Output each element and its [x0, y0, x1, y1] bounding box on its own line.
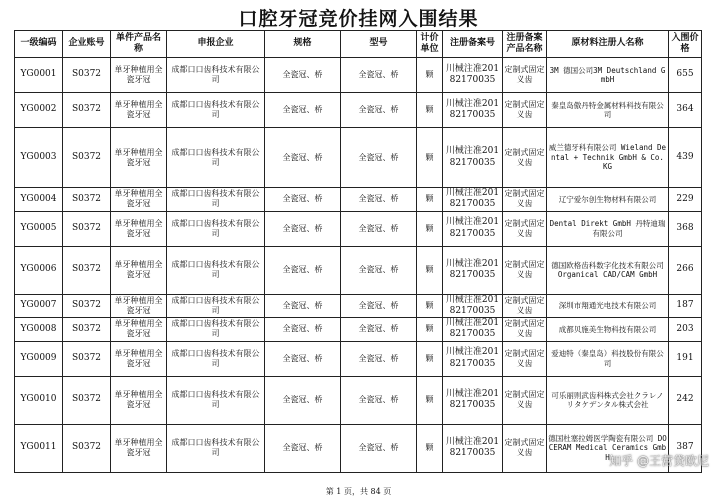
cell-unit: 颗 [417, 188, 443, 212]
cell-account: S0372 [63, 211, 111, 246]
cell-account: S0372 [63, 188, 111, 212]
column-header: 一级编码 [15, 31, 63, 58]
column-header: 注册备案号 [443, 31, 503, 58]
cell-unit: 颗 [417, 424, 443, 472]
column-header: 计价单位 [417, 31, 443, 58]
cell-model: 全瓷冠、桥 [341, 294, 417, 318]
cell-company: 成都口口齿科技术有限公司 [167, 376, 265, 424]
cell-product: 单牙种植用全瓷牙冠 [111, 93, 167, 128]
cell-unit: 颗 [417, 376, 443, 424]
cell-reg-name: 定制式固定义齿 [503, 128, 547, 188]
table-header-row [15, 31, 702, 58]
cell-account: S0372 [63, 294, 111, 318]
cell-code: YG0009 [15, 341, 63, 376]
cell-account: S0372 [63, 58, 111, 93]
cell-company: 成都口口齿科技术有限公司 [167, 211, 265, 246]
cell-spec: 全瓷冠、桥 [265, 246, 341, 294]
cell-code: YG0006 [15, 246, 63, 294]
cell-material: 3M 德国公司3M Deutschland GmbH [547, 58, 669, 93]
cell-spec: 全瓷冠、桥 [265, 376, 341, 424]
cell-account: S0372 [63, 424, 111, 472]
cell-unit: 颗 [417, 58, 443, 93]
cell-code: YG0002 [15, 93, 63, 128]
cell-product: 单牙种植用全瓷牙冠 [111, 318, 167, 342]
cell-reg-name: 定制式固定义齿 [503, 246, 547, 294]
cell-price: 229 [669, 188, 702, 212]
cell-price: 187 [669, 294, 702, 318]
cell-unit: 颗 [417, 128, 443, 188]
cell-material: 德国欧格齿科数字化技术有限公司 Organical CAD/CAM GmbH [547, 246, 669, 294]
cell-model: 全瓷冠、桥 [341, 58, 417, 93]
cell-reg-no: 川械注准20182170035 [443, 341, 503, 376]
table-row [15, 246, 702, 294]
cell-code: YG0007 [15, 294, 63, 318]
cell-product: 单牙种植用全瓷牙冠 [111, 376, 167, 424]
cell-material: 德国杜塞拉姆医学陶瓷有限公司 DOCERAM Medical Ceramics GmbH [547, 424, 669, 472]
cell-price: 387 [669, 424, 702, 472]
cell-material: 秦皇岛傲丹特金属材料科技有限公司 [547, 93, 669, 128]
cell-product: 单牙种植用全瓷牙冠 [111, 128, 167, 188]
cell-spec: 全瓷冠、桥 [265, 188, 341, 212]
cell-reg-no: 川械注准20182170035 [443, 318, 503, 342]
cell-reg-name: 定制式固定义齿 [503, 188, 547, 212]
cell-material: 可乐丽则武齿科株式会社クラレノリタケデンタル株式会社 [547, 376, 669, 424]
cell-material: 爱迪特（秦皇岛）科技股份有限公司 [547, 341, 669, 376]
cell-reg-no: 川械注准20182170035 [443, 376, 503, 424]
cell-reg-name: 定制式固定义齿 [503, 318, 547, 342]
table-row [15, 58, 702, 93]
column-header: 企业账号 [63, 31, 111, 58]
cell-material: Dental Direkt GmbH 丹特迪瑞有限公司 [547, 211, 669, 246]
cell-company: 成都口口齿科技术有限公司 [167, 93, 265, 128]
column-header: 型号 [341, 31, 417, 58]
cell-account: S0372 [63, 93, 111, 128]
cell-code: YG0011 [15, 424, 63, 472]
cell-account: S0372 [63, 376, 111, 424]
cell-spec: 全瓷冠、桥 [265, 341, 341, 376]
cell-product: 单牙种植用全瓷牙冠 [111, 341, 167, 376]
cell-code: YG0010 [15, 376, 63, 424]
cell-model: 全瓷冠、桥 [341, 341, 417, 376]
column-header: 规格 [265, 31, 341, 58]
cell-reg-no: 川械注准20182170035 [443, 424, 503, 472]
cell-model: 全瓷冠、桥 [341, 318, 417, 342]
cell-unit: 颗 [417, 294, 443, 318]
cell-spec: 全瓷冠、桥 [265, 93, 341, 128]
cell-company: 成都口口齿科技术有限公司 [167, 341, 265, 376]
cell-reg-name: 定制式固定义齿 [503, 58, 547, 93]
cell-price: 203 [669, 318, 702, 342]
results-table [14, 30, 702, 473]
cell-code: YG0008 [15, 318, 63, 342]
cell-company: 成都口口齿科技术有限公司 [167, 58, 265, 93]
cell-spec: 全瓷冠、桥 [265, 58, 341, 93]
table-row [15, 424, 702, 472]
cell-reg-name: 定制式固定义齿 [503, 93, 547, 128]
cell-account: S0372 [63, 318, 111, 342]
cell-model: 全瓷冠、桥 [341, 211, 417, 246]
cell-reg-name: 定制式固定义齿 [503, 294, 547, 318]
cell-company: 成都口口齿科技术有限公司 [167, 294, 265, 318]
cell-model: 全瓷冠、桥 [341, 246, 417, 294]
cell-company: 成都口口齿科技术有限公司 [167, 424, 265, 472]
cell-material: 威兰德牙科有限公司 Wieland Dental + Technik GmbH & Co. KG [547, 128, 669, 188]
column-header: 注册备案产品名称 [503, 31, 547, 58]
cell-product: 单牙种植用全瓷牙冠 [111, 424, 167, 472]
cell-product: 单牙种植用全瓷牙冠 [111, 211, 167, 246]
cell-company: 成都口口齿科技术有限公司 [167, 188, 265, 212]
cell-reg-no: 川械注准20182170035 [443, 188, 503, 212]
cell-reg-name: 定制式固定义齿 [503, 211, 547, 246]
table-row [15, 318, 702, 342]
column-header: 入围价格 [669, 31, 702, 58]
cell-spec: 全瓷冠、桥 [265, 294, 341, 318]
cell-reg-no: 川械注准20182170035 [443, 128, 503, 188]
cell-account: S0372 [63, 246, 111, 294]
table-row [15, 376, 702, 424]
cell-price: 191 [669, 341, 702, 376]
cell-company: 成都口口齿科技术有限公司 [167, 318, 265, 342]
cell-company: 成都口口齿科技术有限公司 [167, 128, 265, 188]
cell-code: YG0005 [15, 211, 63, 246]
cell-price: 655 [669, 58, 702, 93]
cell-reg-no: 川械注准20182170035 [443, 246, 503, 294]
cell-reg-no: 川械注准20182170035 [443, 294, 503, 318]
cell-material: 深圳市翔通光电技术有限公司 [547, 294, 669, 318]
cell-reg-name: 定制式固定义齿 [503, 341, 547, 376]
page-title: 口腔牙冠竞价挂网入围结果 [238, 8, 479, 30]
cell-spec: 全瓷冠、桥 [265, 128, 341, 188]
cell-material: 辽宁爱尔创生物材料有限公司 [547, 188, 669, 212]
cell-price: 242 [669, 376, 702, 424]
cell-reg-name: 定制式固定义齿 [503, 376, 547, 424]
cell-product: 单牙种植用全瓷牙冠 [111, 246, 167, 294]
table-row [15, 341, 702, 376]
cell-price: 439 [669, 128, 702, 188]
cell-account: S0372 [63, 128, 111, 188]
column-header: 原材料注册人名称 [547, 31, 669, 58]
cell-product: 单牙种植用全瓷牙冠 [111, 188, 167, 212]
cell-code: YG0001 [15, 58, 63, 93]
column-header: 申报企业 [167, 31, 265, 58]
cell-unit: 颗 [417, 341, 443, 376]
cell-product: 单牙种植用全瓷牙冠 [111, 294, 167, 318]
cell-price: 364 [669, 93, 702, 128]
table-row [15, 188, 702, 212]
cell-price: 368 [669, 211, 702, 246]
cell-reg-no: 川械注准20182170035 [443, 211, 503, 246]
cell-product: 单牙种植用全瓷牙冠 [111, 58, 167, 93]
cell-unit: 颗 [417, 318, 443, 342]
page-footer: 第 1 页，共 84 页 [325, 487, 392, 496]
cell-spec: 全瓷冠、桥 [265, 211, 341, 246]
table-row [15, 93, 702, 128]
cell-spec: 全瓷冠、桥 [265, 318, 341, 342]
cell-reg-name: 定制式固定义齿 [503, 424, 547, 472]
cell-price: 266 [669, 246, 702, 294]
cell-account: S0372 [63, 341, 111, 376]
cell-reg-no: 川械注准20182170035 [443, 93, 503, 128]
table-row [15, 128, 702, 188]
cell-reg-no: 川械注准20182170035 [443, 58, 503, 93]
cell-model: 全瓷冠、桥 [341, 188, 417, 212]
column-header: 单件产品名称 [111, 31, 167, 58]
cell-unit: 颗 [417, 246, 443, 294]
watermark: 知乎 @王营贷欧尼 [609, 454, 709, 468]
cell-unit: 颗 [417, 211, 443, 246]
cell-spec: 全瓷冠、桥 [265, 424, 341, 472]
cell-model: 全瓷冠、桥 [341, 93, 417, 128]
cell-code: YG0003 [15, 128, 63, 188]
table-row [15, 294, 702, 318]
cell-company: 成都口口齿科技术有限公司 [167, 246, 265, 294]
cell-code: YG0004 [15, 188, 63, 212]
cell-model: 全瓷冠、桥 [341, 424, 417, 472]
cell-model: 全瓷冠、桥 [341, 376, 417, 424]
cell-material: 成都贝施美生物科技有限公司 [547, 318, 669, 342]
cell-model: 全瓷冠、桥 [341, 128, 417, 188]
cell-unit: 颗 [417, 93, 443, 128]
table-row [15, 211, 702, 246]
